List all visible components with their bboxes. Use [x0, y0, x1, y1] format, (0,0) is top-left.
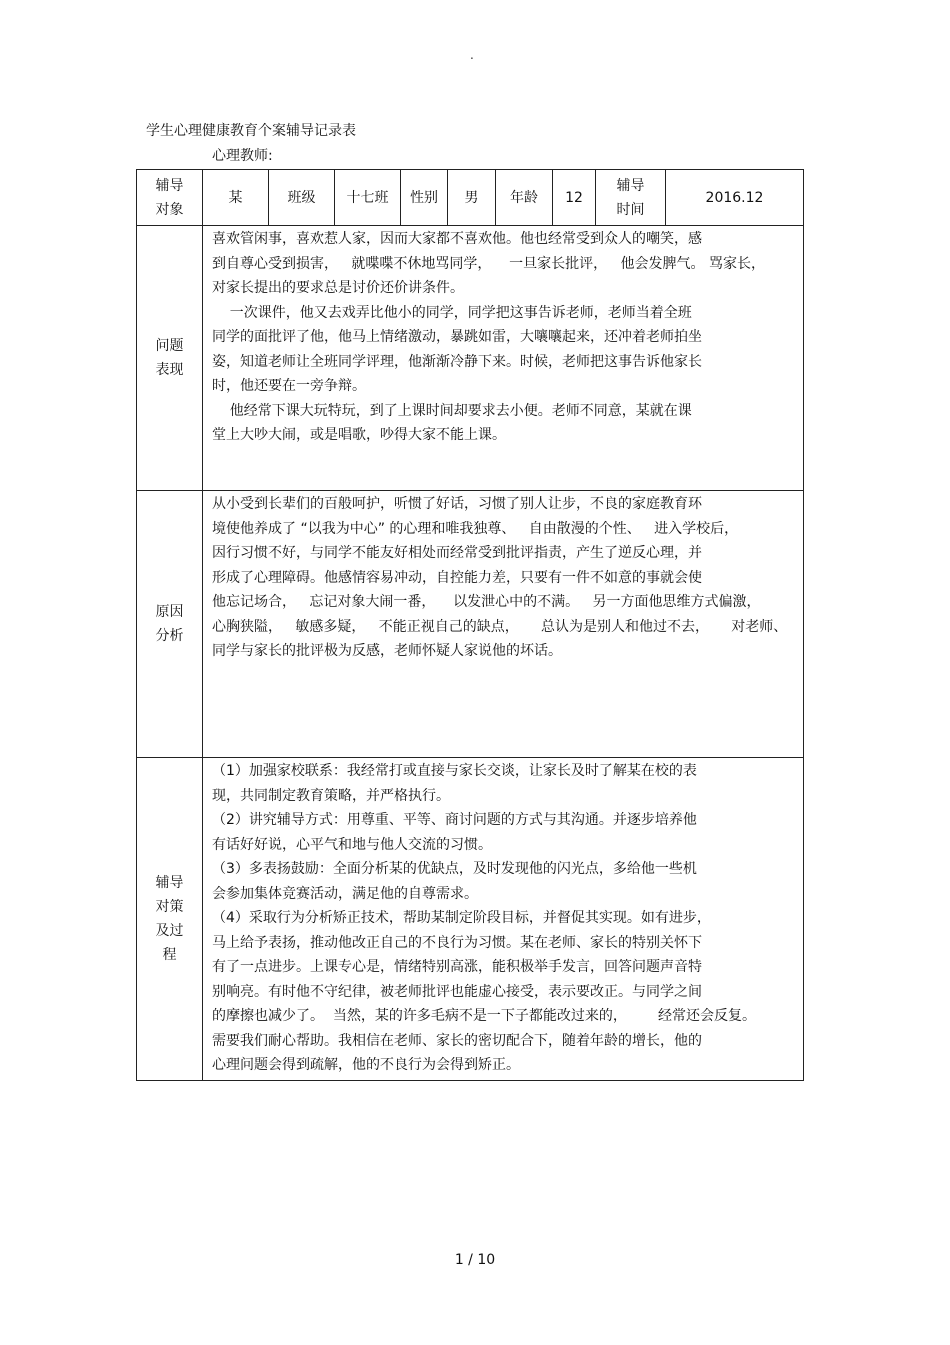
- section-label-problem-text: 问题 表现: [155, 338, 184, 378]
- subject-label: [137, 170, 203, 226]
- problem-line: 一次课件，他又去戏弄比他小的同学，同学把这事告诉老师，老师当着全班: [212, 304, 692, 321]
- time-label-text: 辅导 时间: [616, 177, 645, 218]
- strategy-line: 有了一点进步。上课专心是，情绪特别高涨，能积极举手发言，回答问题声音特: [212, 959, 702, 975]
- strategy-line: 现，共同制定教育策略，并严格执行。: [212, 787, 450, 804]
- strategy-line: （1）加强家校联系：我经常打或直接与家长交谈，让家长及时了解某在校的表: [212, 763, 697, 779]
- strategy-line: 需要我们耐心帮助。我相信在老师、家长的密切配合下，随着年龄的增长，他的: [212, 1032, 702, 1049]
- problem-line: 到自尊心受到损害， 就喋喋不休地骂同学， 一旦家长批评， 他会发脾气。 骂家长，: [212, 255, 765, 272]
- section-body-cause: [203, 491, 804, 758]
- section-body-strategy: [203, 758, 804, 1081]
- age-label: 年龄: [496, 170, 553, 226]
- problem-line: 姿，知道老师让全班同学评理，他渐渐冷静下来。时候，老师把这事告诉他家长: [212, 353, 702, 370]
- cause-line: 他忘记场合， 忘记对象大闹一番， 以发泄心中的不满。 另一方面他思维方式偏激，: [212, 594, 761, 610]
- page-number: 1 / 10: [454, 1252, 496, 1268]
- strategy-line: （3）多表扬鼓励：全面分析某的优缺点，及时发现他的闪光点，多给他一些机: [212, 861, 697, 877]
- gender-value: 男: [448, 170, 496, 226]
- record-table: [136, 169, 804, 1081]
- subject-value: 某: [203, 170, 269, 226]
- cause-line: 从小受到长辈们的百般呵护，听惯了好话，习惯了别人让步，不良的家庭教育环: [212, 496, 702, 512]
- subject-label-text: 辅导 对象: [155, 177, 184, 218]
- section-label-strategy: [137, 758, 203, 1081]
- strategy-line: 别响亮。有时他不守纪律，被老师批评也能虚心接受，表示要改正。与同学之间: [212, 983, 702, 1000]
- section-label-cause: [137, 491, 203, 758]
- problem-line: 他经常下课大玩特玩，到了上课时间却要求去小便。老师不同意，某就在课: [212, 402, 692, 419]
- gender-label: 性别: [401, 170, 448, 226]
- strategy-line: 有话好好说，心平气和地与他人交流的习惯。: [212, 836, 492, 853]
- teacher-label: 心理教师:: [212, 148, 273, 164]
- strategy-line: （4）采取行为分析矫正技术，帮助某制定阶段目标，并督促其实现。如有进步，: [212, 910, 711, 926]
- age-value: 12: [553, 170, 596, 226]
- cause-line: 形成了心理障碍。他感情容易冲动，自控能力差，只要有一件不如意的事就会使: [212, 569, 702, 586]
- problem-line: 对家长提出的要求总是讨价还价讲条件。: [212, 280, 464, 296]
- strategy-line: 会参加集体竞赛活动，满足他的自尊需求。: [212, 885, 478, 902]
- strategy-line: 的摩擦也减少了。 当然，某的许多毛病不是一下子都能改过来的， 经常还会反复。: [212, 1008, 757, 1024]
- problem-line: 堂上大吵大闹，或是唱歌，吵得大家不能上课。: [212, 427, 506, 443]
- section-row-strategy: [137, 758, 804, 1081]
- section-label-problem: [137, 226, 203, 491]
- problem-line: 时，他还要在一旁争辩。: [212, 378, 366, 394]
- section-body-problem: [203, 226, 804, 491]
- section-label-cause-text: 原因 分析: [155, 604, 184, 644]
- document-title: 学生心理健康教育个案辅导记录表: [146, 123, 356, 139]
- cause-line: 同学与家长的批评极为反感，老师怀疑人家说他的坏话。: [212, 643, 562, 659]
- section-row-cause: [137, 491, 804, 758]
- cause-line: 因行习惯不好，与同学不能友好相处而经常受到批评指责，产生了逆反心理，并: [212, 545, 702, 561]
- section-row-problem: [137, 226, 804, 491]
- cause-line: 心胸狭隘， 敏感多疑， 不能正视自己的缺点， 总认为是别人和他过不去， 对老师、: [212, 618, 788, 635]
- time-label: [596, 170, 666, 226]
- section-label-strategy-text: 辅导 对策 及过 程: [155, 875, 184, 963]
- class-label: 班级: [269, 170, 335, 226]
- class-value: 十七班: [335, 170, 401, 226]
- problem-line: 喜欢管闲事，喜欢惹人家，因而大家都不喜欢他。他也经常受到众人的嘲笑，感: [212, 231, 702, 247]
- info-row: [137, 170, 804, 226]
- header-mark: .: [470, 48, 474, 62]
- cause-line: 境使他养成了 “以我为中心” 的心理和唯我独尊、 自由散漫的个性、 进入学校后，: [212, 520, 739, 537]
- strategy-line: 心理问题会得到疏解，他的不良行为会得到矫正。: [212, 1057, 520, 1073]
- strategy-line: 马上给予表扬，推动他改正自己的不良行为习惯。某在老师、家长的特别关怀下: [212, 934, 702, 951]
- strategy-line: （2）讲究辅导方式：用尊重、平等、商讨问题的方式与其沟通。并逐步培养他: [212, 812, 697, 828]
- problem-line: 同学的面批评了他，他马上情绪激动，暴跳如雷，大嚷嚷起来，还冲着老师拍坐: [212, 329, 702, 345]
- time-value: 2016.12: [666, 170, 804, 226]
